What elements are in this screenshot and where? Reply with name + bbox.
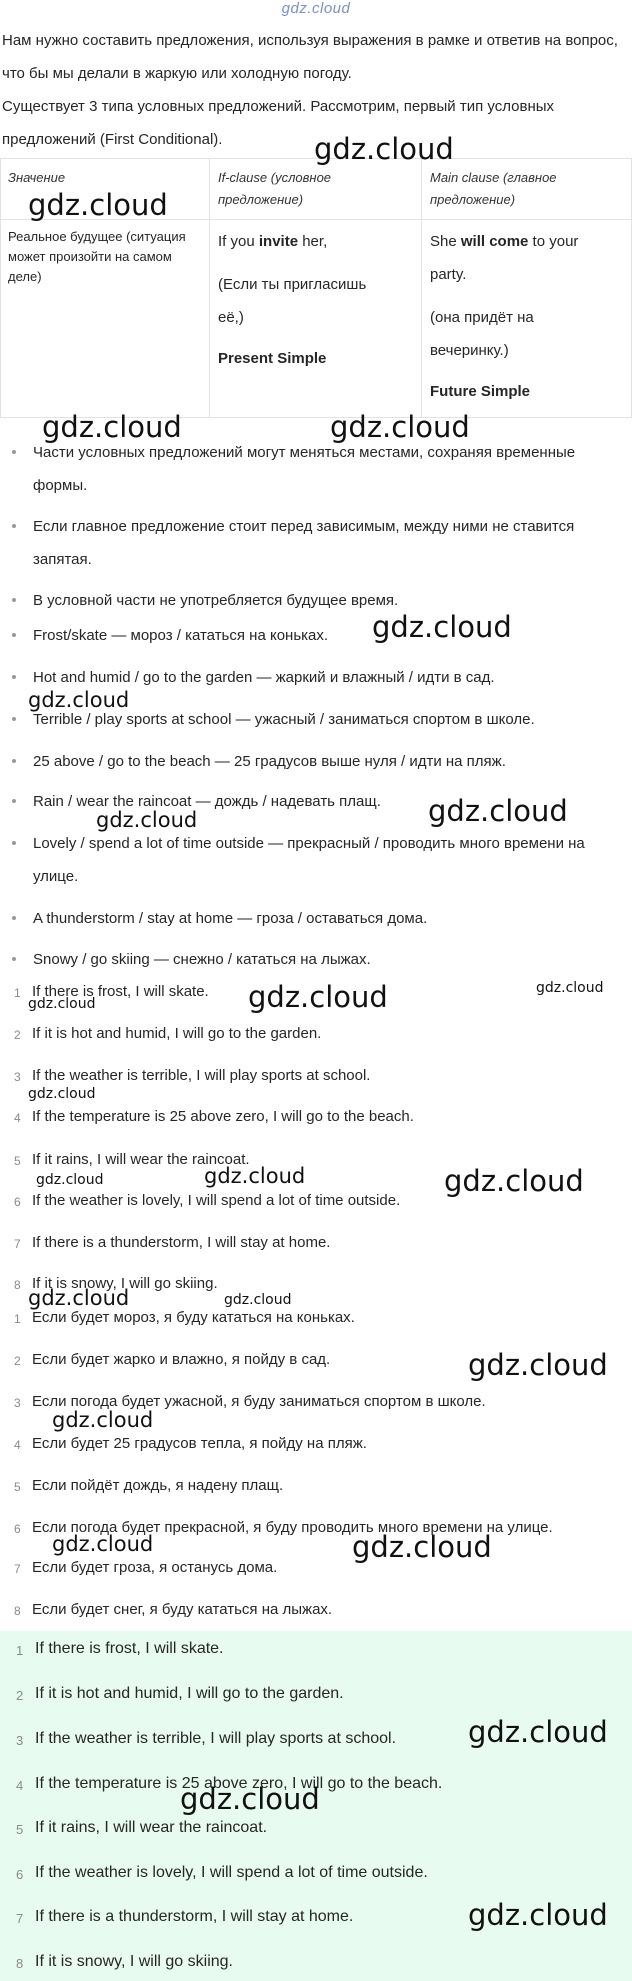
watermark: gdz.cloud (28, 1286, 130, 1310)
sentence-ru-row: 4 Если будет 25 градусов тепла, я пойду на пляж. (14, 1435, 367, 1452)
intro-paragraph-1: Нам нужно составить предложения, используя выражения в рамке и ответив на вопрос, что бы мы делали в жаркую или холодную погоду. (2, 32, 618, 82)
watermark: gdz.cloud (36, 1172, 104, 1188)
table-cell-if-translation-2: её,) (218, 309, 244, 326)
table-cell-if-tense: Present Simple (218, 350, 327, 367)
answer-row: 7 If there is a thunderstorm, I will stay at home. (16, 1908, 354, 1926)
watermark: gdz.cloud (372, 610, 512, 644)
answer-row: 8 If it is snowy, I will go skiing. (16, 1953, 233, 1971)
table-header-main-clause: Main clause (главное предложение) (430, 170, 557, 207)
watermark: gdz.cloud (52, 1532, 154, 1556)
sentence-ru-row: 5 Если пойдёт дождь, я надену плащ. (14, 1477, 284, 1494)
sentence-en-row: 5 If it rains, I will wear the raincoat. (14, 1151, 250, 1168)
answer-row: 2 If it is hot and humid, I will go to the garden. (16, 1685, 344, 1703)
sentence-en-row: 7 If there is a thunderstorm, I will stay at home. (14, 1234, 331, 1251)
table-cell-main-translation-2: вечеринку.) (430, 342, 509, 359)
table-cell-main-tense: Future Simple (430, 383, 531, 400)
watermark: gdz.cloud (96, 808, 198, 832)
sentence-ru-row: 2 Если будет жарко и влажно, я пойду в сад. (14, 1351, 331, 1368)
watermark: gdz.cloud (536, 980, 604, 996)
watermark: gdz.cloud (28, 1086, 96, 1102)
watermark: gdz.cloud (28, 996, 96, 1012)
watermark: gdz.cloud (224, 1292, 292, 1308)
watermark: gdz.cloud (248, 980, 388, 1014)
table-cell-if-translation-1: (Если ты пригласишь (218, 276, 367, 293)
answer-row: 6 If the weather is lovely, I will spend a lot of time outside. (16, 1864, 428, 1882)
watermark: gdz.cloud (204, 1164, 306, 1188)
watermark: gdz.cloud (314, 132, 454, 166)
table-cell-meaning: Реальное будущее (ситуация может произойти на самом деле) (8, 229, 186, 284)
watermark: gdz.cloud (428, 794, 568, 828)
sentence-en-row: 3 If the weather is terrible, I will play sports at school. (14, 1067, 371, 1084)
sentence-en-row: 6 If the weather is lovely, I will spend a lot of time outside. (14, 1192, 401, 1209)
sentence-ru-row: 7 Если будет гроза, я останусь дома. (14, 1559, 278, 1576)
watermark: gdz.cloud (330, 410, 470, 444)
sentence-en-row: 4 If the temperature is 25 above zero, I will go to the beach. (14, 1108, 414, 1125)
answer-row: 1 If there is frost, I will skate. (16, 1640, 224, 1658)
table-header-if-clause: If-clause (условное предложение) (218, 170, 332, 207)
answer-row: 4 If the temperature is 25 above zero, I will go to the beach. (16, 1775, 443, 1793)
watermark: gdz.cloud (468, 1715, 608, 1749)
answer-row: 3 If the weather is terrible, I will play sports at school. (16, 1730, 397, 1748)
watermark: gdz.cloud (468, 1348, 608, 1382)
table-cell-if-example: If you invite her, (218, 233, 328, 250)
watermark: gdz.cloud (444, 1164, 584, 1198)
intro-paragraph-2: Существует 3 типа условных предложений. Рассмотрим, первый тип условных предложений (First Conditional). (2, 98, 555, 148)
watermark: gdz.cloud (180, 1782, 320, 1816)
sentence-ru-row: 3 Если погода будет ужасной, я буду заниматься спортом в школе. (14, 1393, 486, 1410)
watermark: gdz.cloud (28, 188, 168, 222)
table-cell-main-example: She will come to your (430, 233, 579, 250)
sentence-en-row: 8 If it is snowy, I will go skiing. (14, 1275, 218, 1292)
sentence-ru-row: 1 Если будет мороз, я буду кататься на коньках. (14, 1309, 355, 1326)
site-logo[interactable]: gdz.cloud (281, 0, 351, 17)
table-cell-main-example-2: party. (430, 266, 467, 283)
sentence-en-row: 2 If it is hot and humid, I will go to the garden. (14, 1025, 322, 1042)
page: gdz.cloud Нам нужно составить предложения, используя выражения в рамке и ответив на вопрос, что бы мы делали в жаркую или холодную погоду. Существует 3 типа условных предложений. Рассмотрим, первый тип условных предложений (First Conditional). Значение If-clause (условное предложение) Main clause (главное предложение) Реальное будущее (ситуация может произойти на самом деле) If you invite her, (Если ты пригласишь её,) Present Simple She will come to your party. (она придёт на вечеринку.) Future Simple Части условных предложений могут меняться местами, сохраняя временные формы. Если главное предложение стоит перед зависимым, между ними не ставится запятая. В условной части не употребляется будущее время. Frost/skate — мороз / кататься на коньках. Hot and humid / go to the garden — жаркий и влажный / идти в сад. Terrible / play sports at school — ужасный / заниматься спортом в школе. 25 above / go to the beach — 25 градусов выше нуля / идти на пляж. Rain / wear the raincoat — дождь / надевать плащ. Lovely / spend a lot of time outside — прекрасный / проводить много времени на улице. A thunderstorm / stay at home — гроза / оставаться дома. Snowy / go skiing — снежно / кататься на лыжах. 1 If there is frost, I will skate. 2 If it is hot and humid, I will go to the garden. 3 If the weather is terrible, I will play sports at school. 4 If the temperature is 25 above zero, I will go to the beach. 5 If it rains, I will wear the raincoat. 6 If the weather is lovely, I will spend a lot of time outside. 7 If there is a thunderstorm, I will stay at home. 8 If it is snowy, I will go skiing. 1 Если будет мороз, я буду кататься на коньках. 2 Если будет жарко и влажно, я пойду в сад. 3 Если погода будет ужасной, я буду заниматься спортом в школе. 4 Если будет 25 градусов тепла, я пойду на пляж. 5 Если пойдёт дождь, я надену плащ. 6 Если погода будет прекрасной, я буду проводить много времени на улице. 7 Если будет гроза, я останусь дома. 8 Если будет снег, я буду кататься на лыжах. 1 If there is frost, I will skate. 2 If it is hot and humid, I will go to the garden. 3 If the weather is terrible, I will play sports at school. 4 If the temperature is 25 above zero, I will go to the beach. 5 If it rains, I will wear the raincoat. 6 If the weather is lovely, I will spend a lot of time outside. 7 If there is a thunderstorm, I will stay at home. 8 If it is snowy, I will go skiing. gdz.cloud gdz.cloud gdz.cloud gdz.cloud gdz.cloud gdz.cloud gdz.cloud gdz.cloud gdz.cloud gdz.cloud gdz.cloud gdz.cloud gdz.cloud gdz.cloud gdz.cloud gdz.cloud gdz.cloud gdz.cloud gdz.cloud gdz.cloud gdz.cloud gdz.cloud gdz.cloud gdz.cloud (0, 0, 632, 1981)
answer-row: 5 If it rains, I will wear the raincoat. (16, 1819, 268, 1837)
watermark: gdz.cloud (468, 1898, 608, 1932)
sentence-ru-row: 8 Если будет снег, я буду кататься на лыжах. (14, 1601, 333, 1618)
watermark: gdz.cloud (28, 688, 130, 712)
sentence-en-row: 1 If there is frost, I will skate. (14, 983, 209, 1000)
watermark: gdz.cloud (42, 410, 182, 444)
sentence-ru-row: 6 Если погода будет прекрасной, я буду проводить много времени на улице. (14, 1519, 553, 1536)
watermark: gdz.cloud (52, 1408, 154, 1432)
table-header-meaning: Значение (8, 170, 66, 185)
watermark: gdz.cloud (352, 1530, 492, 1564)
table-cell-main-translation-1: (она придёт на (430, 309, 534, 326)
